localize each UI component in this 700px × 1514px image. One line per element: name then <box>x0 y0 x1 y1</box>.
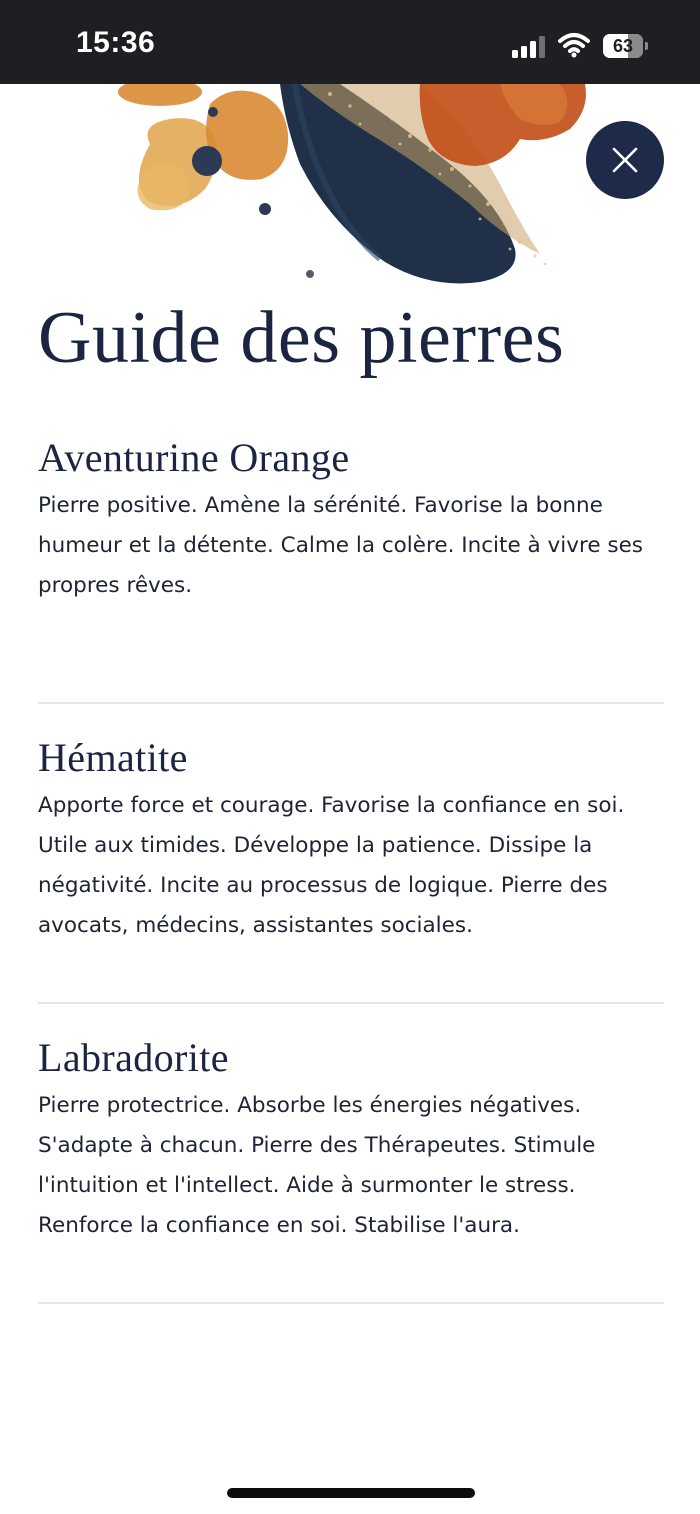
status-bar <box>0 0 700 84</box>
battery-level: 63 <box>612 36 634 56</box>
stone-item-labradorite <box>38 1026 664 1304</box>
stone-name: Hématite <box>38 735 188 780</box>
wifi-icon <box>558 32 590 58</box>
battery-tip <box>645 42 648 50</box>
close-icon <box>611 146 639 174</box>
status-time: 15:36 <box>76 26 156 59</box>
battery-body <box>603 34 643 58</box>
close-button[interactable] <box>586 121 664 199</box>
home-indicator[interactable] <box>227 1488 475 1498</box>
stone-item-hematite <box>38 726 664 1004</box>
battery-icon <box>603 34 649 58</box>
stone-description: Pierre protectrice. Absorbe les énergies négatives. S'adapte à chacun. Pierre des Thérapeutes. Stimule l'intuition et l'intellect. Aide à surmonter le stress. Renforce la confiance en soi. Stabilise l'aura. <box>38 1093 596 1238</box>
stone-description: Pierre positive. Amène la sérénité. Favorise la bonne humeur et la détente. Calme la colère. Incite à vivre ses propres rêves. <box>38 493 644 598</box>
stone-name: Labradorite <box>38 1035 229 1080</box>
stone-list <box>38 426 664 1326</box>
stone-name: Aventurine Orange <box>38 435 350 480</box>
signal-icon <box>512 36 548 58</box>
page-title: Guide des pierres <box>38 297 565 379</box>
watercolor-decoration <box>0 84 700 294</box>
stone-description: Apporte force et courage. Favorise la confiance en soi. Utile aux timides. Développe la patience. Dissipe la négativité. Incite au processus de logique. Pierre des avocats, médecins, assistantes sociales. <box>38 793 625 938</box>
stone-item-aventurine-orange <box>38 426 664 704</box>
